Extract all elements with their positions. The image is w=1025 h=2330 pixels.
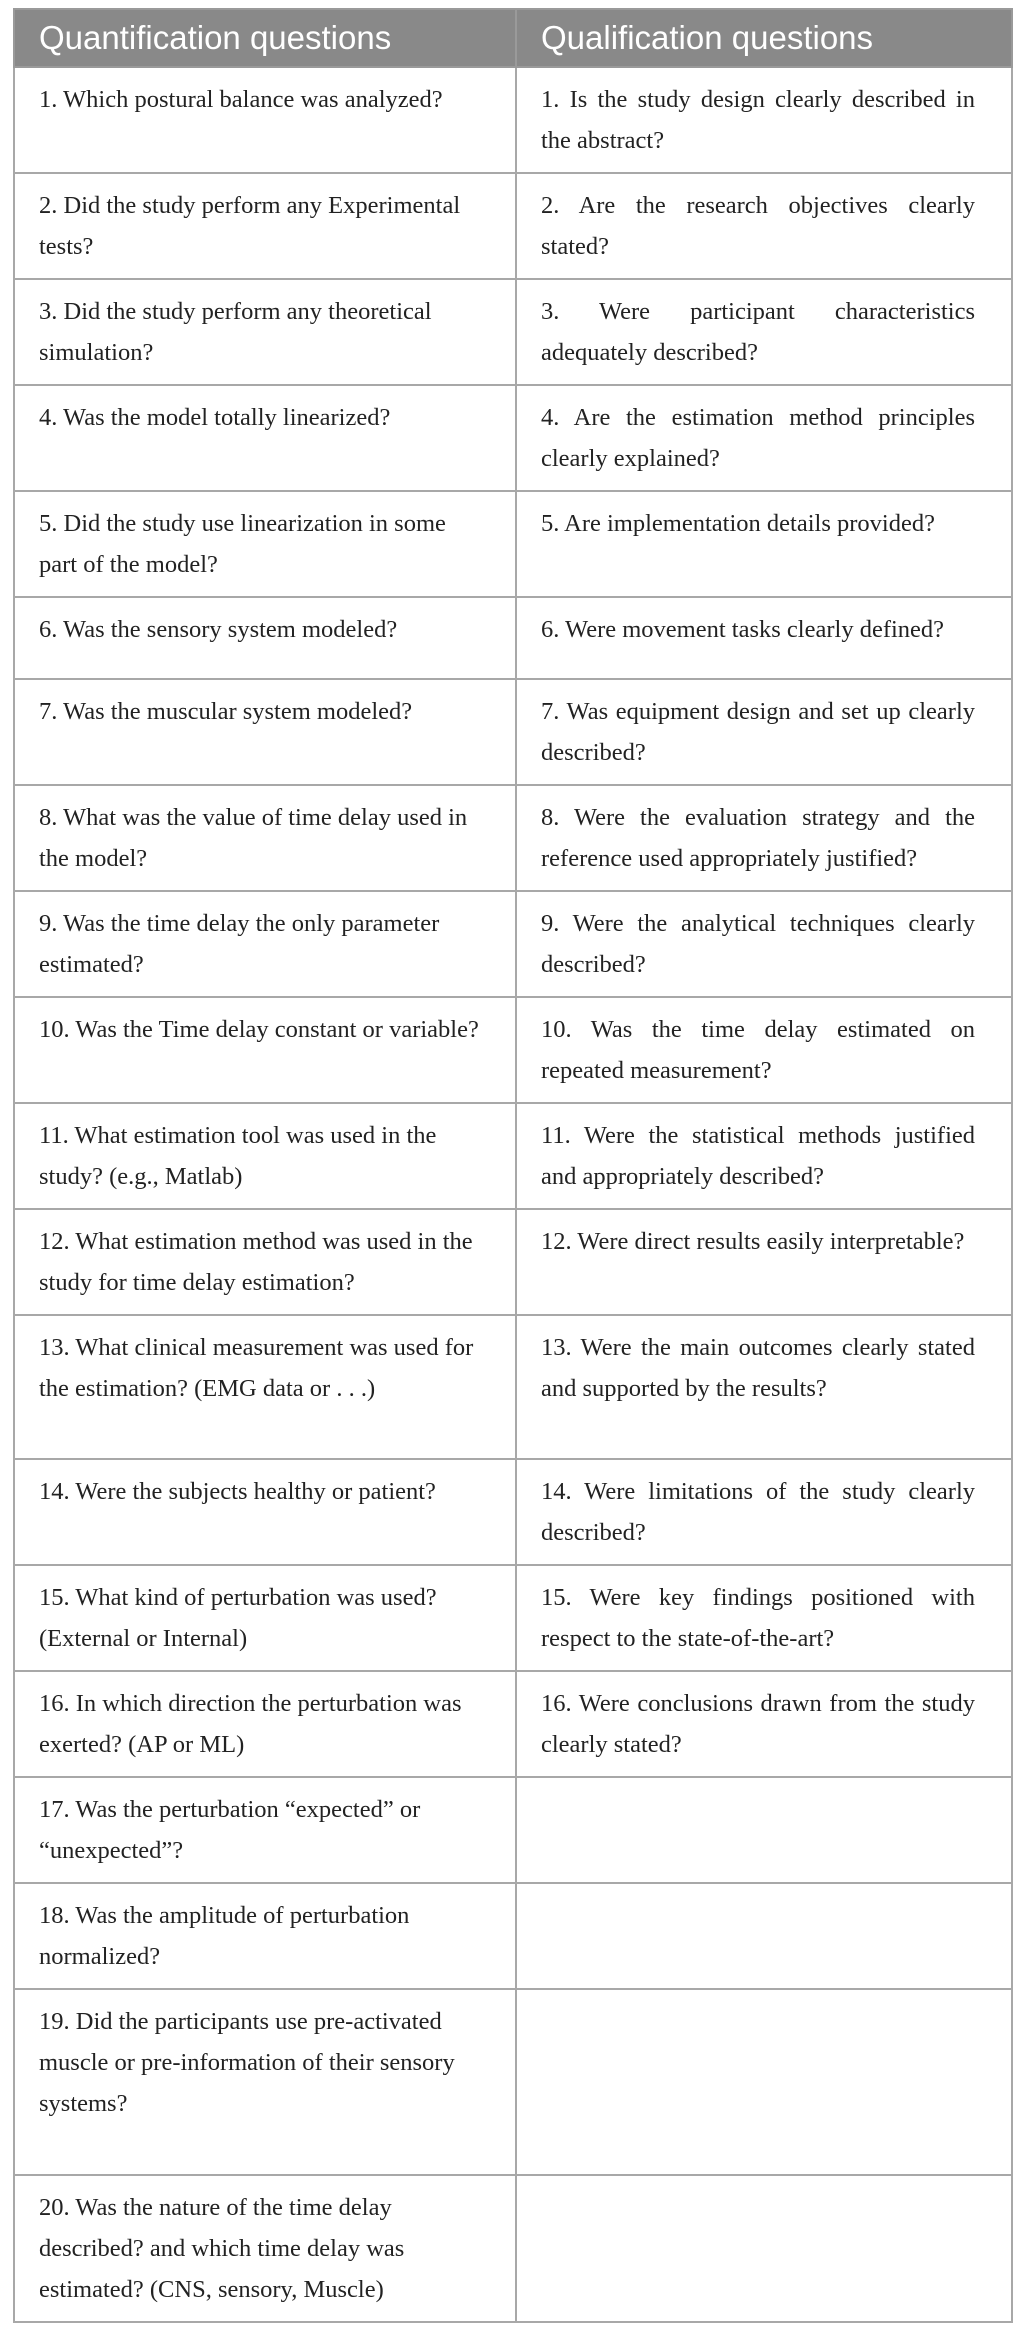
qualification-cell: 15. Were key findings positioned with respect to the state-of-the-art? [516,1565,1012,1671]
table-row [14,385,1012,491]
qualification-cell: 5. Are implementation details provided? [516,491,1012,597]
quantification-cell: 20. Was the nature of the time delay described? and which time delay was estimated? (CNS, sensory, Muscle) [14,2175,516,2322]
qualification-cell [516,2175,1012,2322]
quantification-cell: 1. Which postural balance was analyzed? [14,67,516,173]
qualification-cell: 10. Was the time delay estimated on repeated measurement? [516,997,1012,1103]
header-row [14,9,1012,67]
quantification-cell: 6. Was the sensory system modeled? [14,597,516,679]
table-row [14,891,1012,997]
qualification-cell: 12. Were direct results easily interpretable? [516,1209,1012,1315]
qualification-cell: 14. Were limitations of the study clearly described? [516,1459,1012,1565]
table-row [14,1883,1012,1989]
table-row [14,67,1012,173]
table-row [14,997,1012,1103]
table-row [14,279,1012,385]
quantification-cell: 11. What estimation tool was used in the study? (e.g., Matlab) [14,1103,516,1209]
table-row [14,173,1012,279]
qualification-cell: 1. Is the study design clearly described in the abstract? [516,67,1012,173]
qualification-cell: 7. Was equipment design and set up clearly described? [516,679,1012,785]
quantification-cell: 13. What clinical measurement was used for the estimation? (EMG data or . . .) [14,1315,516,1459]
table-row [14,491,1012,597]
quantification-cell: 5. Did the study use linearization in some part of the model? [14,491,516,597]
qualification-cell: 16. Were conclusions drawn from the study clearly stated? [516,1671,1012,1777]
table-row [14,1671,1012,1777]
table-row [14,1459,1012,1565]
qualification-cell: 4. Are the estimation method principles clearly explained? [516,385,1012,491]
table-row [14,1777,1012,1883]
qualification-cell [516,1883,1012,1989]
quantification-cell: 15. What kind of perturbation was used? (External or Internal) [14,1565,516,1671]
quantification-cell: 17. Was the perturbation “expected” or “unexpected”? [14,1777,516,1883]
quantification-cell: 16. In which direction the perturbation was exerted? (AP or ML) [14,1671,516,1777]
table-row [14,1315,1012,1459]
quantification-cell: 8. What was the value of time delay used in the model? [14,785,516,891]
table-row [14,679,1012,785]
qualification-cell: 13. Were the main outcomes clearly stated and supported by the results? [516,1315,1012,1459]
quantification-cell: 3. Did the study perform any theoretical simulation? [14,279,516,385]
qualification-cell: 11. Were the statistical methods justified and appropriately described? [516,1103,1012,1209]
table-row [14,1565,1012,1671]
quantification-cell: 14. Were the subjects healthy or patient? [14,1459,516,1565]
qualification-cell [516,1989,1012,2175]
table-row [14,1103,1012,1209]
quantification-cell: 10. Was the Time delay constant or variable? [14,997,516,1103]
table-row [14,597,1012,679]
qualification-cell: 3. Were participant characteristics adequately described? [516,279,1012,385]
quantification-cell: 18. Was the amplitude of perturbation normalized? [14,1883,516,1989]
header-quantification: Quantification questions [14,9,516,67]
qualification-cell: 8. Were the evaluation strategy and the reference used appropriately justified? [516,785,1012,891]
qualification-cell: 6. Were movement tasks clearly defined? [516,597,1012,679]
qualification-cell: 2. Are the research objectives clearly stated? [516,173,1012,279]
quantification-cell: 12. What estimation method was used in the study for time delay estimation? [14,1209,516,1315]
table-row [14,1209,1012,1315]
table-row [14,785,1012,891]
questions-table [13,8,1013,2323]
table-row [14,2175,1012,2322]
quantification-cell: 9. Was the time delay the only parameter estimated? [14,891,516,997]
qualification-cell [516,1777,1012,1883]
table-row [14,1989,1012,2175]
header-qualification: Qualification questions [516,9,1012,67]
qualification-cell: 9. Were the analytical techniques clearly described? [516,891,1012,997]
quantification-cell: 7. Was the muscular system modeled? [14,679,516,785]
quantification-cell: 19. Did the participants use pre-activated muscle or pre-information of their sensory systems? [14,1989,516,2175]
quantification-cell: 4. Was the model totally linearized? [14,385,516,491]
quantification-cell: 2. Did the study perform any Experimental tests? [14,173,516,279]
